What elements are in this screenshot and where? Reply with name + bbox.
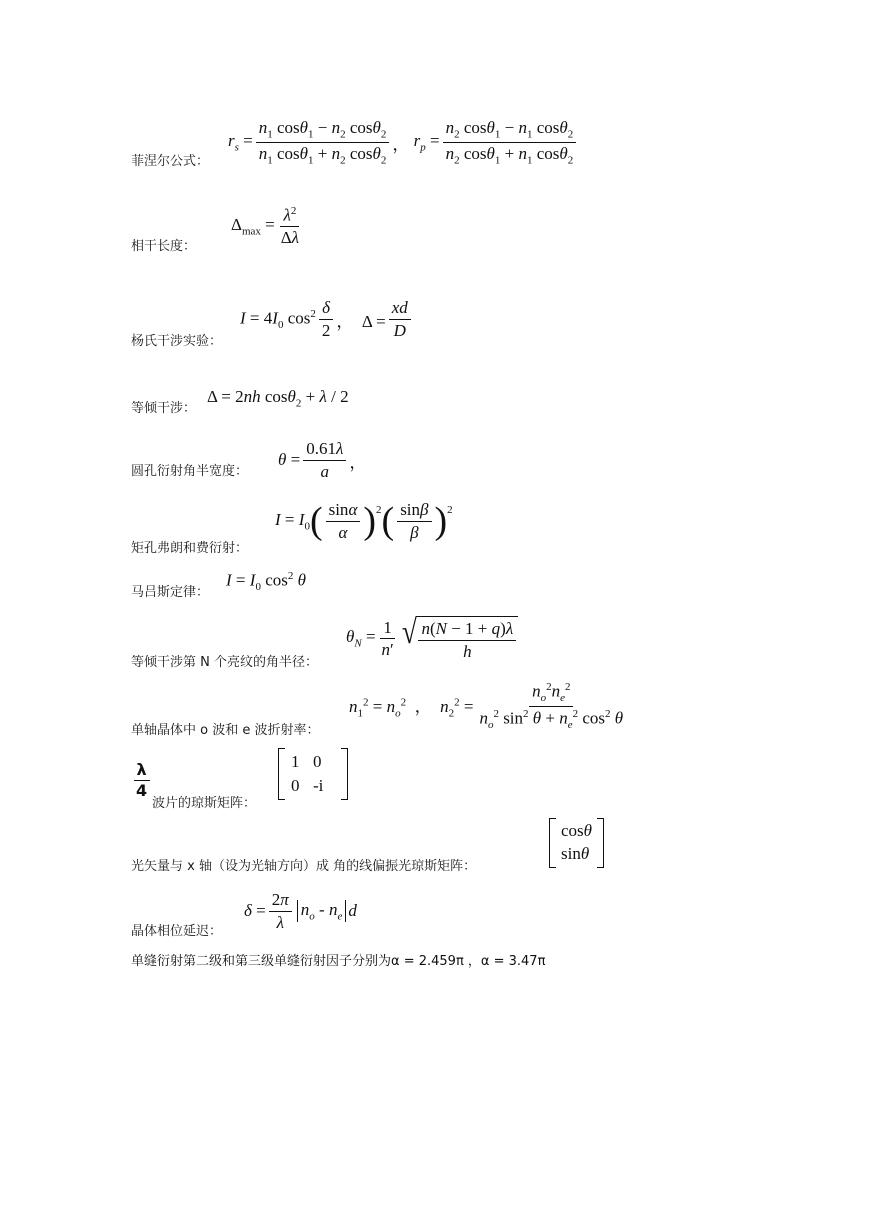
rect-fraunhofer-equation: $I = I_0$ ( $\frac{\sin\alpha}{\alpha}$ ) $^2$ ( $\frac{\sin\beta}{\beta}$ ) $^2$ <box>275 500 453 543</box>
circular-aperture-equation: θ = $\frac{0.61\lambda}{a}$ ， <box>278 439 367 481</box>
linear-pol-vector: cosθ sinθ <box>547 818 606 868</box>
matrix-cell: 0 <box>313 752 322 771</box>
uniaxial-label: 单轴晶体中 o 波和 e 波折射率： <box>131 723 320 738</box>
quarter-wave-label: 波片的琼斯矩阵： <box>152 796 257 811</box>
quarter-wave-matrix <box>276 748 350 800</box>
quarter-wave-fraction: $\frac{\lambda}{4}$ <box>133 761 150 801</box>
phase-delay-equation: δ = $\frac{2\pi}{\lambda}$ $n_o - n_e$ d <box>244 890 357 932</box>
fresnel-label: 菲涅尔公式： <box>131 154 210 169</box>
matrix-cell: 1 <box>291 752 300 771</box>
young-equation: $I = 4I_0$ $\cos^2$ $\frac{\delta}{2}$ ， Δ = $\frac{xd}{D}$ <box>240 298 414 340</box>
matrix-cell: 0 <box>291 775 300 795</box>
circular-aperture-tail: ， <box>349 452 367 472</box>
nth-ring-label: 等倾干涉第 N 个亮纹的角半径： <box>131 655 318 670</box>
fresnel-equation: $r_s$ = $\frac{n_1 \cos\theta_1 - n_2 \cos\theta_2}{n_1 \cos\theta_1 + n_2 \cos\theta_2}$ ， $r_p$ = $\frac{n_2 \cos\theta_1 - n_1 \cos\theta_2}{n_2 \cos\theta_1 + n_1 \cos\theta_2}$ <box>228 118 579 167</box>
malus-label: 马吕斯定律： <box>131 585 210 600</box>
coherence-equation: $\Delta_{max}$ = $\frac{\lambda^2}{\Delta\lambda}$ <box>231 205 300 248</box>
single-slit-factor-text: 单缝衍射第二级和第三级单缝衍射因子分别为α = 2.459π ，α = 3.47π <box>131 954 546 969</box>
rect-fraunhofer-label: 矩孔弗朗和费衍射： <box>131 541 249 556</box>
circular-aperture-label: 圆孔衍射角半宽度： <box>131 464 249 479</box>
equal-incl-equation: Δ = 2nh cosθ$_2$ + λ / 2 <box>207 387 349 410</box>
coherence-label: 相干长度： <box>131 239 197 254</box>
matrix-cell: -i <box>313 775 324 795</box>
young-label: 杨氏干涉实验： <box>131 334 223 349</box>
equal-incl-label: 等倾干涉： <box>131 401 197 416</box>
malus-equation: $I = I_0$ $\cos^2 \theta$ <box>226 570 306 594</box>
phase-delay-label: 晶体相位延迟： <box>131 924 223 939</box>
nth-ring-equation: $\theta_N$ = $\frac{1}{n'}$ √ $\frac{n(N - 1 + q)\lambda}{h}$ <box>346 616 518 661</box>
uniaxial-equation: $n_1^2 = n_o^2$ ， $n_2^2$ = $\frac{n_o^2n_e^2}{n_o^2 \sin^2 \theta + n_e^2 \cos^2 \theta}$ <box>349 681 624 731</box>
linear-pol-label: 光矢量与 x 轴（设为光轴方向）成 角的线偏振光琼斯矩阵： <box>131 859 477 874</box>
